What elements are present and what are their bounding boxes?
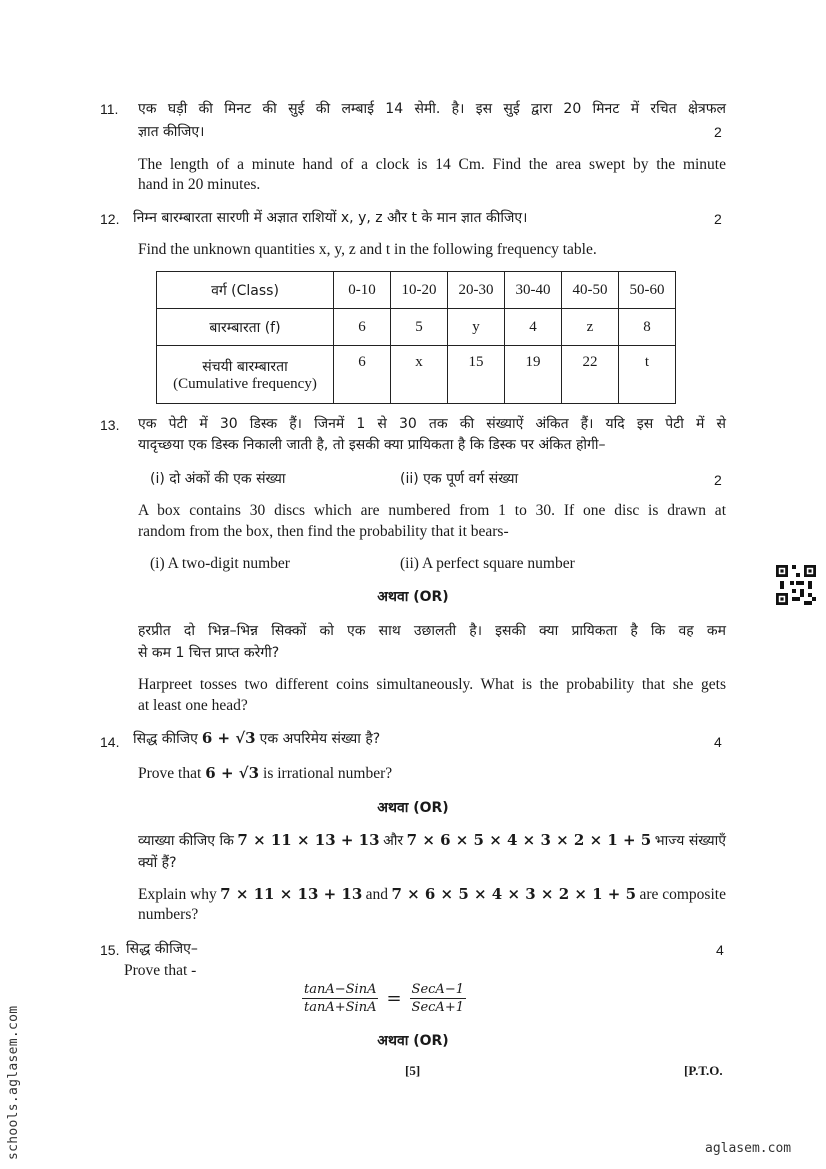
q14-or-english-line2: numbers? (138, 906, 199, 923)
q15-marks: 4 (716, 942, 724, 958)
q13-hindi-option1: (i) दो अंकों की एक संख्या (150, 471, 286, 487)
table-row-frequency (157, 309, 676, 346)
cumulative-cell: 19 (505, 346, 562, 404)
q14-or-expression2: 7 × 6 × 5 × 4 × 3 × 2 × 1 + 5 (406, 831, 652, 849)
q14-or-english-and: and (365, 886, 389, 903)
q14-or-hindi-line2: क्यों हैं? (138, 855, 177, 871)
q13-english-line1: A box contains 30 discs which are numbered from 1 to 30. If one disc is drawn at (138, 502, 726, 519)
row-label-cumulative-english: (Cumulative frequency) (173, 375, 317, 392)
frequency-table (156, 271, 676, 404)
class-cell: 10-20 (391, 272, 448, 309)
q15-rhs-fraction (410, 982, 466, 1015)
q13-or-english-line1: Harpreet tosses two different coins simultaneously. What is the probability that she gets (138, 676, 726, 693)
q11-english-line2: hand in 20 minutes. (138, 176, 261, 193)
row-label-frequency: बारम्बारता (f) (209, 319, 281, 336)
frequency-cell: 8 (619, 309, 676, 346)
q12-english: Find the unknown quantities x, y, z and t in the following frequency table. (138, 241, 597, 258)
q14-or-english-expression1: 7 × 11 × 13 + 13 (220, 885, 363, 903)
q13-english-option1: (i) A two-digit number (150, 555, 290, 572)
frequency-cell: y (448, 309, 505, 346)
q15-rhs-numerator: SecA−1 (411, 982, 464, 997)
row-label-cumulative-hindi: संचयी बारम्बारता (202, 358, 288, 375)
qr-code-icon (776, 565, 816, 605)
class-cell: 30-40 (505, 272, 562, 309)
q14-or-hindi-prefix: व्याख्या कीजिए कि (138, 833, 234, 849)
q14-number: 14. (100, 734, 120, 750)
cumulative-cell: 22 (562, 346, 619, 404)
cumulative-cell: t (619, 346, 676, 404)
q13-hindi-line2: यादृच्छया एक डिस्क निकाली जाती है, तो इसकी क्या प्रायिकता है कि डिस्क पर अंकित होगी– (138, 437, 606, 453)
q13-english-option2: (ii) A perfect square number (400, 555, 575, 572)
q13-number: 13. (100, 417, 120, 433)
q14-hindi-statement (133, 729, 380, 748)
q13-hindi-line1: एक पेटी में 30 डिस्क हैं। जिनमें 1 से 30 तक की संख्याऐं अंकित हैं। यदि इस पेटी में से (138, 416, 726, 432)
q11-hindi-line1: एक घड़ी की मिनट की सुई की लम्बाई 14 सेमी. है। इस सुई द्वारा 20 मिनट में रचित क्षेत्रफल (138, 101, 726, 117)
q15-rhs-denominator: SecA+1 (411, 1000, 464, 1015)
q14-or-english-line1 (138, 885, 726, 904)
class-cell: 20-30 (448, 272, 505, 309)
q14-hindi-suffix: एक अपरिमेय संख्या है? (259, 731, 381, 747)
q15-hindi: सिद्ध कीजिए– (126, 941, 198, 957)
q11-number: 11. (100, 101, 119, 117)
q12-marks: 2 (714, 211, 722, 227)
table-row-cumulative (157, 346, 676, 404)
q14-english-prefix: Prove that (138, 765, 202, 782)
footer-site-watermark: aglasem.com (705, 1141, 792, 1156)
q14-english-suffix: is irrational number? (263, 765, 393, 782)
q15-identity (302, 982, 466, 1015)
cumulative-cell: 15 (448, 346, 505, 404)
frequency-cell: 4 (505, 309, 562, 346)
q13-or-english-line2: at least one head? (138, 697, 248, 714)
frequency-cell: z (562, 309, 619, 346)
class-cell: 50-60 (619, 272, 676, 309)
class-cell: 40-50 (562, 272, 619, 309)
q14-or-heading: अथवा (OR) (377, 800, 449, 816)
q13-or-hindi-line1: हरप्रीत दो भिन्न–भिन्न सिक्कों को एक साथ उछालती है। इसकी क्या प्रायिकता है कि वह कम (138, 623, 726, 639)
q15-lhs-denominator: tanA+SinA (304, 1000, 377, 1015)
q13-hindi-option2: (ii) एक पूर्ण वर्ग संख्या (400, 471, 519, 487)
q14-hindi-prefix: सिद्ध कीजिए (133, 731, 198, 747)
q14-english-statement (138, 764, 392, 783)
q14-english-expression: 6 + √3 (205, 764, 260, 782)
cumulative-cell: x (391, 346, 448, 404)
q15-number: 15. (100, 942, 120, 958)
q14-or-hindi-suffix: भाज्य संख्याएँ (654, 833, 726, 849)
q11-hindi-line2: ज्ञात कीजिए। (138, 124, 205, 140)
row-label-class: वर्ग (Class) (211, 282, 279, 299)
q13-or-heading: अथवा (OR) (377, 589, 449, 605)
q12-hindi: निम्न बारम्बारता सारणी में अज्ञात राशियों x, y, z और t के मान ज्ञात कीजिए। (133, 210, 528, 226)
q14-or-english-suffix: are composite (639, 886, 726, 903)
q14-or-hindi-line1 (138, 831, 726, 850)
cumulative-cell: 6 (334, 346, 391, 404)
q14-expression: 6 + √3 (201, 729, 256, 747)
q14-or-english-prefix: Explain why (138, 886, 217, 903)
q15-equals: = (386, 988, 402, 1009)
q11-marks: 2 (714, 124, 722, 140)
pto-label: [P.T.O. (684, 1063, 723, 1078)
q15-or-heading: अथवा (OR) (377, 1033, 449, 1049)
q14-marks: 4 (714, 734, 722, 750)
q15-lhs-numerator: tanA−SinA (304, 982, 377, 997)
frequency-cell: 5 (391, 309, 448, 346)
class-cell: 0-10 (334, 272, 391, 309)
q15-lhs-fraction (302, 982, 378, 1015)
q14-or-english-expression2: 7 × 6 × 5 × 4 × 3 × 2 × 1 + 5 (391, 885, 637, 903)
q14-or-expression1: 7 × 11 × 13 + 13 (237, 831, 380, 849)
q11-english-line1: The length of a minute hand of a clock is 14 Cm. Find the area swept by the minute (138, 156, 726, 173)
q13-marks: 2 (714, 472, 722, 488)
q15-english: Prove that - (124, 962, 197, 979)
page-number: [5] (405, 1063, 421, 1078)
table-row-class (157, 272, 676, 309)
frequency-cell: 6 (334, 309, 391, 346)
q13-or-hindi-line2: से कम 1 चित्त प्राप्त करेगी? (138, 645, 280, 661)
q14-or-hindi-and: और (383, 833, 404, 849)
q13-english-line2: random from the box, then find the probability that it bears- (138, 523, 509, 540)
q12-number: 12. (100, 211, 120, 227)
side-site-watermark: schools.aglasem.com (6, 1005, 21, 1160)
